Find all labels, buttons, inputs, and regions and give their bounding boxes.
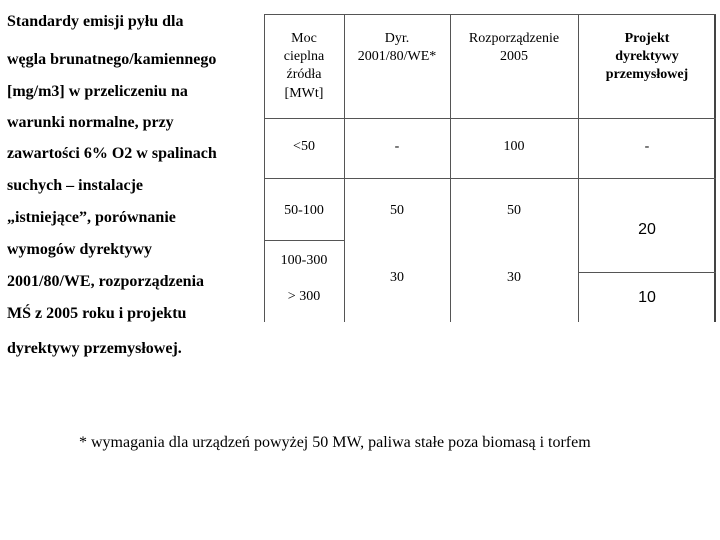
description-line: „istniejące”, porównanie [7, 209, 176, 226]
table-cell: - [394, 139, 400, 154]
description-line: Standardy emisji pyłu dla [7, 13, 184, 30]
description-line: suchych – instalacje [7, 177, 143, 194]
header-text: 2005 [500, 49, 528, 65]
table-border [264, 14, 716, 15]
header-text: dyrektywy [615, 49, 679, 65]
table-cell: - [644, 139, 650, 154]
header-text: 2001/80/WE* [357, 49, 437, 65]
header-text: Rozporządzenie [468, 31, 560, 46]
table-cell: 20 [638, 221, 656, 238]
table-cell: <50 [293, 139, 315, 154]
emission-table [264, 14, 716, 322]
table-border [264, 178, 716, 179]
footnote: * wymagania dla urządzeń powyżej 50 MW, paliwa stałe poza biomasą i torfem [79, 434, 591, 451]
description-line: wymogów dyrektywy [7, 241, 153, 258]
table-cell: 100 [503, 139, 525, 154]
table-cell: > 300 [287, 289, 321, 304]
header-rozporzadzenie [450, 30, 578, 66]
header-text: Dyr. [384, 31, 410, 46]
header-text: Projekt [624, 31, 670, 46]
description-line: warunki normalne, przy [7, 114, 174, 131]
description-line: MŚ z 2005 roku i projektu [7, 305, 187, 322]
table-border [264, 118, 716, 119]
header-text: przemysłowej [605, 67, 689, 83]
table-cell: 100-300 [280, 253, 328, 268]
header-text: [MWt] [284, 85, 324, 101]
table-cell: 50 [390, 203, 404, 218]
table-cell: 50 [507, 203, 521, 218]
table-border [578, 272, 716, 273]
header-moc [264, 30, 344, 103]
description-line: [mg/m3] w przeliczeniu na [7, 83, 188, 100]
header-text: Moc [291, 31, 317, 46]
table-cell: 50-100 [284, 203, 324, 218]
table-cell: 30 [390, 270, 404, 285]
header-text: cieplna [283, 49, 325, 65]
description-line: zawartości 6% O2 w spalinach [7, 145, 217, 162]
header-dyrektywa [344, 30, 450, 66]
description-line: dyrektywy przemysłowej. [7, 340, 182, 357]
header-text: źródła [286, 67, 322, 83]
table-border [264, 240, 344, 241]
description-line: węgla brunatnego/kamiennego [7, 51, 217, 68]
description-line: 2001/80/WE, rozporządzenia [7, 273, 205, 290]
header-projekt [578, 30, 716, 85]
table-cell: 10 [638, 289, 656, 306]
table-cell: 30 [507, 270, 521, 285]
